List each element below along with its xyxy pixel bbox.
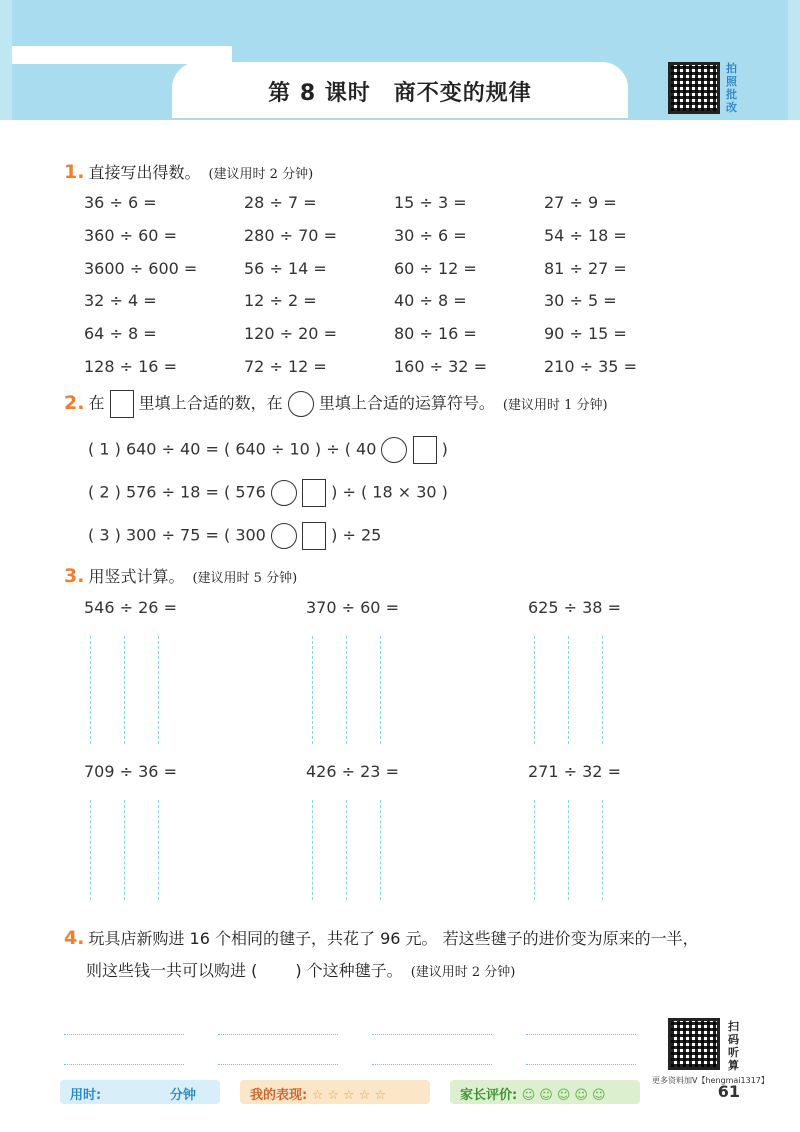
q1-r1-c2: 30 ÷ 6 = (394, 226, 467, 245)
work-guide-line (602, 636, 603, 744)
q1-r2-c2: 60 ÷ 12 = (394, 259, 477, 278)
question-4-line-1: 玩具店新购进 16 个相同的毽子，共花了 96 元。 若这些毽子的进价变为原来的一半， (88, 929, 699, 948)
work-guide-line (158, 800, 159, 900)
question-2-number: 2. (64, 391, 85, 414)
question-4-line-2 (86, 958, 515, 981)
question-2-text-c: 里填上合适的运算符号。 (318, 393, 495, 413)
time-spent-box[interactable] (60, 1080, 220, 1104)
q3-problem-2: 370 ÷ 60 = (306, 598, 399, 617)
q2-item-2-rhs: ) ÷ ( 18 × 30 ) (331, 482, 448, 502)
qr-code-bottom-icon[interactable] (668, 1018, 720, 1070)
q2-item-1-lhs: 640 ÷ 40 = ( 640 ÷ 10 ) ÷ ( 40 (125, 439, 377, 459)
q1-r4-c1: 120 ÷ 20 = (244, 324, 337, 343)
q1-r5-c2: 160 ÷ 32 = (394, 357, 487, 376)
work-guide-line (568, 636, 569, 744)
my-performance-box (240, 1080, 430, 1104)
work-guide-line (534, 800, 535, 900)
q1-r3-c3: 30 ÷ 5 = (544, 291, 617, 310)
answer-dotted-line (526, 1034, 636, 1035)
answer-dotted-line (64, 1064, 184, 1065)
work-guide-line (124, 800, 125, 900)
q1-r5-c1: 72 ÷ 12 = (244, 357, 327, 376)
q1-r3-c2: 40 ÷ 8 = (394, 291, 467, 310)
work-guide-line (346, 636, 347, 744)
answer-dotted-line (218, 1034, 338, 1035)
q1-r4-c2: 80 ÷ 16 = (394, 324, 477, 343)
work-guide-line (568, 800, 569, 900)
q2-item-2 (88, 479, 448, 507)
qr-label-bottom: 扫码听算 (728, 1020, 739, 1072)
qr-label-top: 拍照批改 (726, 62, 737, 114)
q1-r0-c1: 28 ÷ 7 = (244, 193, 317, 212)
q1-r5-c3: 210 ÷ 35 = (544, 357, 637, 376)
question-4-hint: (建议用时 2 分钟) (410, 965, 516, 980)
q3-problem-1: 546 ÷ 26 = (84, 598, 177, 617)
work-guide-line (380, 800, 381, 900)
question-4-line-2a: 则这些钱一共可以购进 ( (86, 961, 258, 980)
parent-evaluation-box (450, 1080, 640, 1104)
q2-item-1-rhs: ) (441, 439, 448, 459)
q2-item-3-operator-circle[interactable] (271, 523, 297, 549)
performance-label: 我的表现: (250, 1088, 308, 1103)
example-box (110, 390, 134, 418)
question-4-line-2b: ) 个这种毽子。 (295, 961, 403, 980)
q2-item-3-number-box[interactable] (302, 522, 326, 550)
time-unit: 分钟 (169, 1088, 196, 1103)
q2-item-1 (88, 436, 448, 464)
question-3 (64, 564, 297, 587)
q3-problem-5: 426 ÷ 23 = (306, 762, 399, 781)
question-1 (64, 160, 313, 183)
page-number: 61 (717, 1082, 740, 1101)
question-3-hint: (建议用时 5 分钟) (192, 571, 298, 586)
work-guide-line (312, 800, 313, 900)
q3-problem-6: 271 ÷ 32 = (528, 762, 621, 781)
q1-r3-c1: 12 ÷ 2 = (244, 291, 317, 310)
question-1-hint: (建议用时 2 分钟) (208, 167, 314, 182)
work-guide-line (124, 636, 125, 744)
answer-dotted-line (64, 1034, 184, 1035)
q1-r2-c1: 56 ÷ 14 = (244, 259, 327, 278)
q1-r0-c2: 15 ÷ 3 = (394, 193, 467, 212)
q2-item-2-label: ( 2 ) (88, 482, 121, 502)
q2-item-1-operator-circle[interactable] (381, 437, 407, 463)
q1-r4-c0: 64 ÷ 8 = (84, 324, 157, 343)
work-guide-line (90, 800, 91, 900)
page-title: 第 8 课时 商不变的规律 (268, 81, 532, 106)
question-1-text: 直接写出得数。 (88, 163, 201, 182)
work-guide-line (312, 636, 313, 744)
question-2 (64, 390, 608, 418)
answer-dotted-line (526, 1064, 636, 1065)
answer-dotted-line (372, 1034, 492, 1035)
q1-r0-c3: 27 ÷ 9 = (544, 193, 617, 212)
q1-r2-c3: 81 ÷ 27 = (544, 259, 627, 278)
question-4-number: 4. (64, 927, 85, 949)
q1-r1-c3: 54 ÷ 18 = (544, 226, 627, 245)
parent-label: 家长评价: (460, 1088, 518, 1103)
work-guide-line (346, 800, 347, 900)
work-guide-line (380, 636, 381, 744)
work-guide-line (534, 636, 535, 744)
q1-r1-c0: 360 ÷ 60 = (84, 226, 177, 245)
q1-r2-c0: 3600 ÷ 600 = (84, 259, 198, 278)
q2-item-2-lhs: 576 ÷ 18 = ( 576 (125, 482, 266, 502)
work-guide-line (602, 800, 603, 900)
work-guide-line (158, 636, 159, 744)
question-4 (64, 926, 699, 949)
smiley-rating-icon[interactable]: ☺☺☺☺☺ (521, 1088, 610, 1103)
time-label: 用时: (70, 1088, 102, 1103)
q1-r4-c3: 90 ÷ 15 = (544, 324, 627, 343)
q1-r1-c1: 280 ÷ 70 = (244, 226, 337, 245)
q2-item-3-label: ( 3 ) (88, 525, 121, 545)
footer-note: 更多资料加V【hengmai1317】 (652, 1076, 769, 1085)
work-guide-line (90, 636, 91, 744)
q2-item-3 (88, 522, 381, 550)
question-2-hint: (建议用时 1 分钟) (502, 397, 608, 413)
question-2-text-b: 里填上合适的数，在 (138, 393, 283, 413)
title-tab (172, 62, 628, 118)
question-3-number: 3. (64, 565, 85, 587)
question-2-text-a: 在 (88, 393, 105, 413)
q3-problem-3: 625 ÷ 38 = (528, 598, 621, 617)
q3-problem-4: 709 ÷ 36 = (84, 762, 177, 781)
q2-item-2-operator-circle[interactable] (271, 480, 297, 506)
question-1-number: 1. (64, 161, 85, 183)
question-3-text: 用竖式计算。 (88, 567, 185, 586)
q2-item-1-label: ( 1 ) (88, 439, 121, 459)
q2-item-2-number-box[interactable] (302, 479, 326, 507)
answer-dotted-line (372, 1064, 492, 1065)
example-circle (288, 391, 314, 417)
q1-r3-c0: 32 ÷ 4 = (84, 291, 157, 310)
q1-r0-c0: 36 ÷ 6 = (84, 193, 157, 212)
qr-code-top-icon[interactable] (668, 62, 720, 114)
q2-item-3-rhs: ) ÷ 25 (331, 525, 382, 545)
q2-item-3-lhs: 300 ÷ 75 = ( 300 (125, 525, 266, 545)
star-rating-icon[interactable]: ☆☆☆☆☆ (311, 1088, 391, 1103)
answer-dotted-line (218, 1064, 338, 1065)
q2-item-1-number-box[interactable] (413, 436, 437, 464)
q1-r5-c0: 128 ÷ 16 = (84, 357, 177, 376)
